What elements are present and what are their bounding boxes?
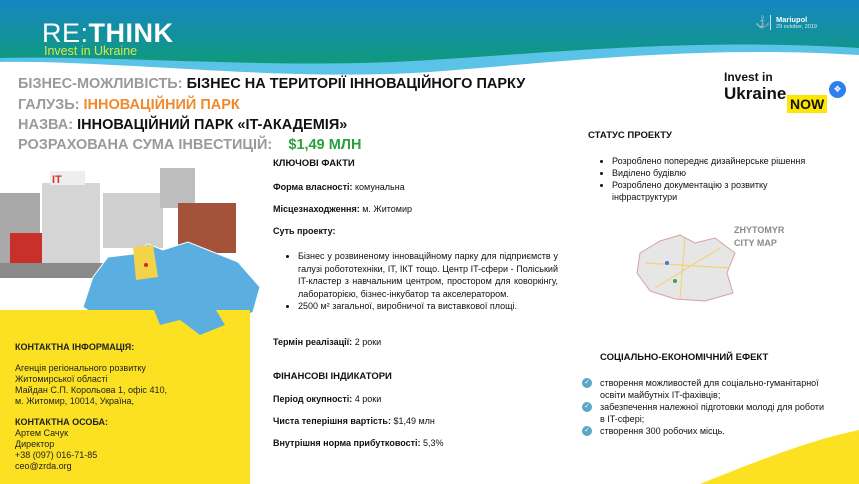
ownership: Форма власності: комунальна	[273, 182, 405, 192]
svg-text:IT: IT	[52, 174, 62, 186]
npv: Чиста теперішня вартість: $1,49 млн	[273, 415, 435, 426]
essence-label: Суть проекту:	[273, 226, 336, 236]
key-facts-title: КЛЮЧОВІ ФАКТИ	[273, 158, 355, 169]
irr: Внутрішня норма прибутковості: 5,3%	[273, 437, 444, 448]
list-item: • 2500 м² загальної, виробничої та виставкової площі.	[298, 300, 558, 313]
key-facts	[273, 158, 558, 448]
effect-title: СОЦІАЛЬНО-ЕКОНОМІЧНИЙ ЕФЕКТ	[600, 352, 769, 363]
status-title: СТАТУС ПРОЕКТУ	[588, 130, 672, 141]
contact-info: КОНТАКТНА ІНФОРМАЦІЯ: Агенція регіонального розвитку Житомирської області Майдан С.П. Корольова 1, офіс 410, м. Житомир, 10014, Україна, КОНТАКТНА ОСОБА: Артем Сачук Директор +38 (097) 016-71-85 ceo@zrda.org	[15, 342, 167, 471]
event-info: Mariupol 29 october, 2019	[770, 15, 817, 30]
name-line: НАЗВА: ІННОВАЦІЙНИЙ ПАРК «IT-АКАДЕМІЯ»	[18, 117, 348, 133]
list-item: • Розроблено попереднє дизайнерське рішення	[612, 155, 828, 167]
logo: RE:THINK	[42, 18, 174, 48]
essence-list	[298, 250, 558, 313]
list-item: • Розроблено документацію з розвитку інфраструктури	[612, 179, 828, 203]
list-item: ✓ створення 300 робочих місць.	[582, 425, 830, 437]
phone: +38 (097) 016-71-85	[15, 450, 98, 460]
logo-subtitle: Invest in Ukraine	[44, 44, 138, 58]
opportunity-line: БІЗНЕС-МОЖЛИВІСТЬ: БІЗНЕС НА ТЕРИТОРІЇ ІННОВАЦІЙНОГО ПАРКУ	[18, 76, 526, 92]
contact-title: КОНТАКТНА ІНФОРМАЦІЯ:	[15, 342, 135, 352]
contact-person-title: КОНТАКТНА ОСОБА:	[15, 417, 109, 427]
industry-line: ГАЛУЗЬ: ІННОВАЦІЙНИЙ ПАРК	[18, 97, 240, 113]
ukraine-map-south	[150, 300, 230, 340]
payback: Період окупності: 4 роки	[273, 393, 382, 404]
list-item: ✓ створення можливостей для соціально-гуманітарної освіти майбутніх IT-фахівців;	[582, 377, 830, 401]
email-link[interactable]: ceo@zrda.org	[15, 461, 72, 471]
project-status	[588, 130, 828, 203]
list-item: • Виділено будівлю	[612, 167, 828, 179]
brand-now: NOW	[787, 95, 827, 113]
finance-title: ФІНАНСОВІ ІНДИКАТОРИ	[273, 370, 392, 382]
location: Місцезнаходження: м. Житомир	[273, 204, 412, 214]
brand-line1: Invest in	[724, 70, 773, 84]
city-map-label: ZHYTOMYR CITY MAP	[734, 225, 785, 248]
brand-line2: Ukraine	[724, 84, 787, 103]
term: Термін реалізації: 2 роки	[273, 336, 382, 347]
social-effect	[600, 352, 830, 437]
anchor-icon: ⚓	[755, 15, 770, 29]
brand-badge-icon: ❖	[829, 81, 846, 98]
investment-line: РОЗРАХОВАНА СУМА ІНВЕСТИЦІЙ: $1,49 МЛН	[18, 137, 362, 153]
list-item: ✓ забезпечення належної підготовки молоді для роботи в IT-сфері;	[582, 401, 830, 425]
list-item: • Бізнес у розвиненому інноваційному парку для підприємств у галузі робототехніки, IT, ІКТ тощо. Центр IT-сфери - Поліський IT-кластер з навчальним центром, простором для коворкінгу, лабораторією, бізнес-інкубатор та акселератором.	[298, 250, 558, 300]
city-map-image	[635, 233, 740, 303]
